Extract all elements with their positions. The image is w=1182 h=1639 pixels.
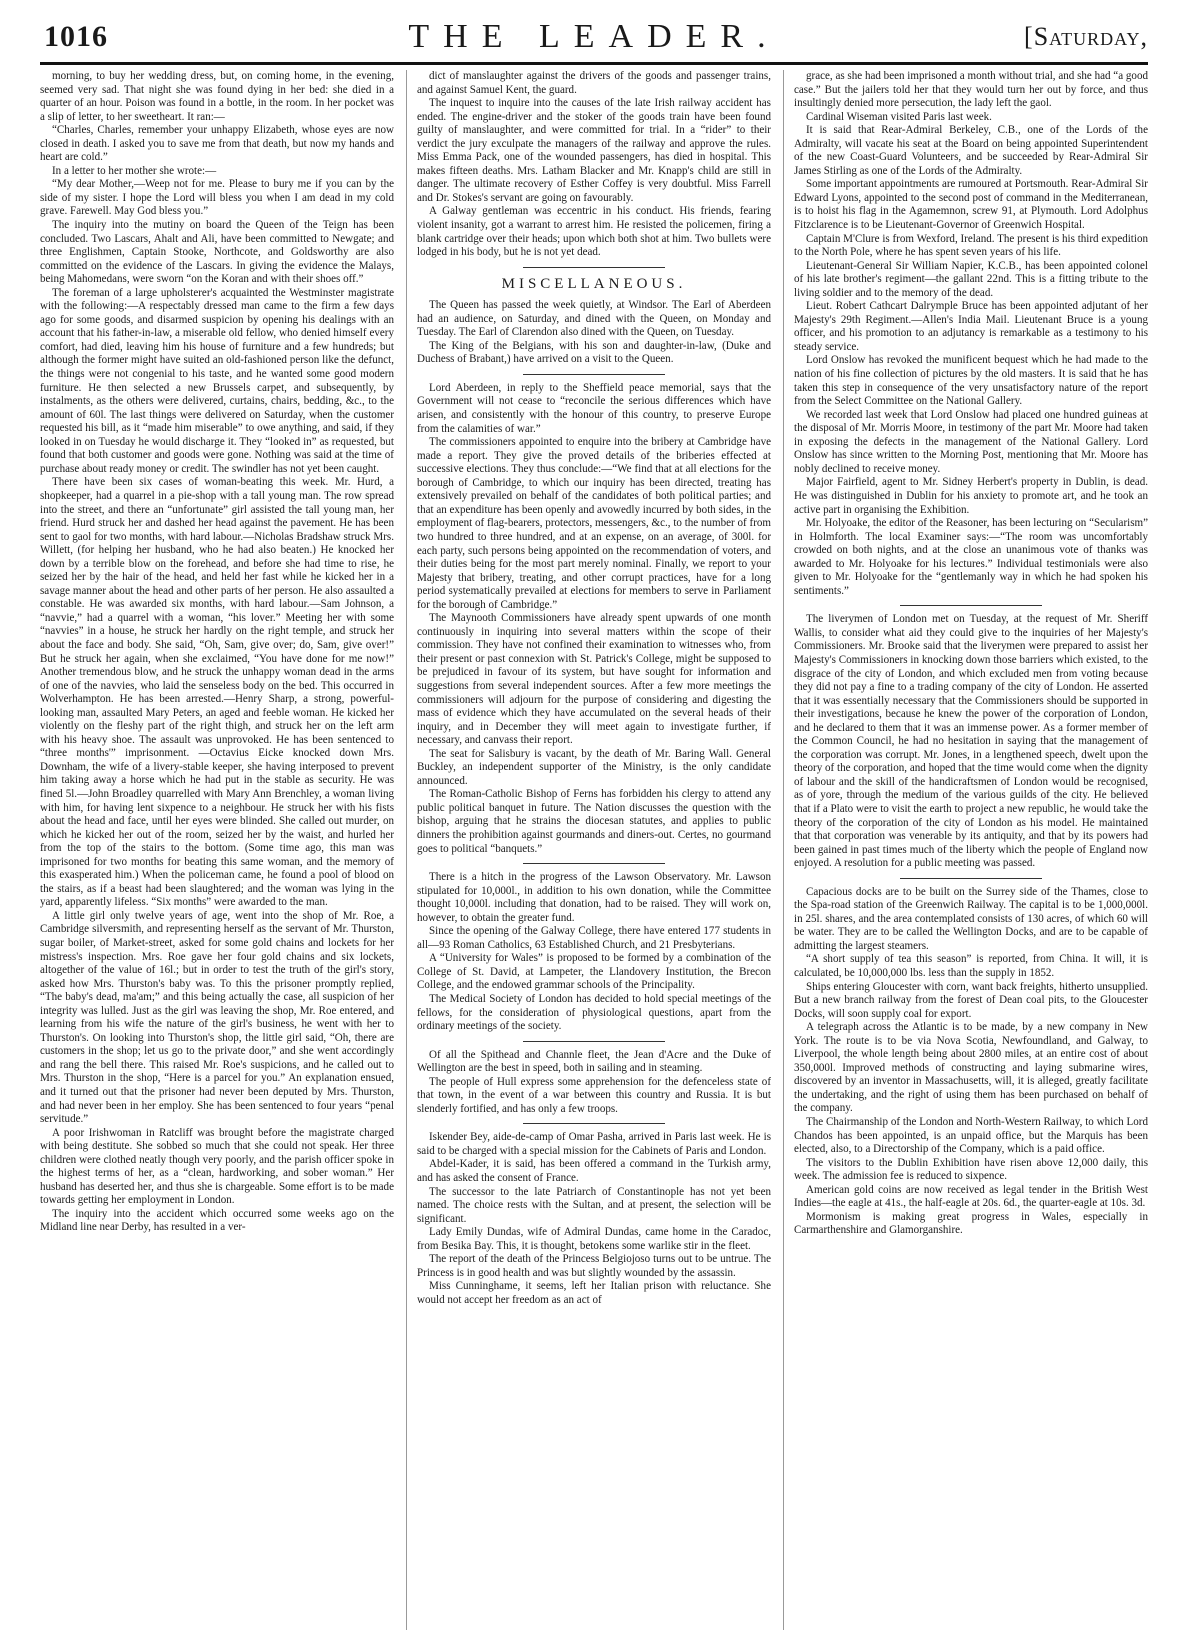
issue-day: [Saturday, xyxy=(1024,22,1148,51)
paragraph: Miss Cunninghame, it seems, left her Italian prison with reluctance. She would not accept her freedom as an act of xyxy=(417,1280,771,1306)
page-number: 1016 xyxy=(44,20,108,53)
paragraph: The successor to the late Patriarch of Constantinople has not yet been named. The choice rests with the Sultan, and at present, the selection will be significant. xyxy=(417,1185,771,1225)
paragraph: Some important appointments are rumoured at Portsmouth. Rear-Admiral Sir Edward Lyons, appointed to the second post of command in the Mediterranean, is to hoist his flag in the Agamemnon, screw 91, at Plymouth. Lord Adolphus Fitzclarence is to be Lieutenant-Governor of Greenwich Hospital. xyxy=(794,178,1148,232)
paragraph: The inquest to inquire into the causes of the late Irish railway accident has ended. The engine-driver and the stoker of the goods train have been found guilty of manslaughter, and were committed for trial. In a “rider” to their verdict the jury exculpate the managers of the railway and approve the rules. Miss Emma Pack, one of the wounded passengers, has died in hospital. This makes fifteen deaths. Mrs. Latham Blacker and Mr. Knapp's child are still in danger. The ultimate recovery of Esther Coffey is very doubtful. Miss Farrell and Dr. Stokes's servant are going on favourably. xyxy=(417,97,771,204)
paragraph: The King of the Belgians, with his son and daughter-in-law, (Duke and Duchess of Brabant,) have arrived on a visit to the Queen. xyxy=(417,339,771,366)
paragraph: Since the opening of the Galway College, there have entered 177 students in all—93 Roman Catholics, 63 Established Church, and 21 Presbyterians. xyxy=(417,925,771,951)
paragraph: A “University for Wales” is proposed to be formed by a combination of the College of St. David, at Lampeter, the Llandovery Institution, the Brecon College, and the endowed grammar schools of the Principality. xyxy=(417,952,771,992)
paragraph: The liverymen of London met on Tuesday, at the request of Mr. Sheriff Wallis, to consider what aid they could give to the inquiries of her Majesty's Commissioners. Mr. Brooke said that the liverymen were prepared to assist her Majesty's Commissioners in knocking down those barriers which existed, to the disgrace of the city of London, and which excluded men from voting because they did not pay a fine to a trading company of the city of London. He asserted that it was essentially necessary that the Commissioners should be supported in their investigations, because he knew the power of the corporation of London, and he declared to them that it was an immense power. As a former member of the Common Council, he had no hesitation in saying that the management of the corporation was corrupt. Mr. Jones, in a lengthened speech, dwelt upon the theory of the corporation, and hoped that the time would come when the dignity of labour and the skill of the handicraftsmen of London would be recognised, as of yore, through the medium of the various guilds of the city. He believed that if a Plato were to visit the earth to project a new republic, he would take the theory of the corporation of the city of London as his model. He maintained that that corporation was venerable by its antiquity, and that by its powers had been gained in past times much of the liberty which the people of England now enjoyed. A resolution for a public meeting was passed. xyxy=(794,613,1148,870)
section-divider xyxy=(523,374,665,375)
paragraph: The seat for Salisbury is vacant, by the death of Mr. Baring Wall. General Buckley, an independent supporter of the Ministry, is the only candidate announced. xyxy=(417,747,771,787)
column-right xyxy=(783,70,1148,1630)
paragraph: We recorded last week that Lord Onslow had placed one hundred guineas at the disposal of Mr. Morris Moore, in testimony of the part Mr. Moore had taken in exposing the defects in the management of the National Gallery. Lord Onslow has since written to the Morning Post, mentioning that Mr. Moore has nobly declined to receive money. xyxy=(794,408,1148,475)
paragraph: The visitors to the Dublin Exhibition have risen above 12,000 daily, this week. The admission fee is reduced to sixpence. xyxy=(794,1156,1148,1183)
paragraph: Ships entering Gloucester with corn, want back freights, hitherto unsupplied. But a new branch railway from the forest of Dean coal pits, to the Gloucester Docks, will soon supply coal for export. xyxy=(794,980,1148,1020)
paragraph: The Chairmanship of the London and North-Western Railway, to which Lord Chandos has been appointed, is an unpaid office, but the Marquis has been elected, also, to a Directorship of the Company, which is a paid office. xyxy=(794,1116,1148,1156)
section-heading-miscellaneous: MISCELLANEOUS. xyxy=(501,275,687,292)
paragraph: Lord Onslow has revoked the munificent bequest which he had made to the nation of his fine collection of pictures by the old masters. It is said that he has taken this step in consequence of the very unsatisfactory nature of the report from the Select Committee on the National Gallery. xyxy=(794,354,1148,408)
paragraph: The Roman-Catholic Bishop of Ferns has forbidden his clergy to attend any public political banquet in future. The Nation discusses the question with the bishop, arguing that he strains the diocesan statutes, and applies to public dinners the prohibition against gourmands and diners-out. Certes, no gourmand goes to political “banquets.” xyxy=(417,788,771,855)
paragraph: The Queen has passed the week quietly, at Windsor. The Earl of Aberdeen had an audience, on Saturday, and dined with the Queen, on Monday and Tuesday. The Earl of Clarendon also dined with the Queen, on Tuesday. xyxy=(417,299,771,339)
paragraph: The foreman of a large upholsterer's acquainted the Westminster magistrate with the following:—A respectably dressed man came to the firm a few days ago for some goods, and disarmed suspicion by opening his dealings with an account that his father-in-law, a miserable old fellow, who denied himself every comfort, had died, leaving him his house of furniture and a few hundreds; but although the former might have suited an old-fashioned person like the defunct, the things were not congenial to his taste, and he wanted some good modern furniture. He then selected a new Brussels carpet, and subsequently, by instalments, as the others were delivered, curtains, chairs, bedding, &c., to the amount of 60l. The last things were delivered on Saturday, when the customer requested his bill, as it “made him miserable” to owe anything, and said, if they looked in on Tuesday he would discharge it. They “looked in” as requested, but found that both customer and goods were gone. Nothing was said at the time of purchase about ready money or credit. The swindler has not yet been caught. xyxy=(40,286,394,475)
paragraph: dict of manslaughter against the drivers of the goods and passenger trains, and against Samuel Kent, the guard. xyxy=(417,70,771,96)
column-middle xyxy=(406,70,771,1630)
paragraph: “My dear Mother,—Weep not for me. Please to bury me if you can by the side of my sister. I hope the Lord will bless you when I am dead in my cold grave. Farewell. May God bless you.” xyxy=(40,178,394,218)
paragraph: morning, to buy her wedding dress, but, on coming home, in the evening, seemed very sad. That night she was found dying in her bed: she died in a quarter of an hour. Poison was found in a bottle, in the room. In her pocket was a slip of letter, to her sweetheart. It ran:— xyxy=(40,70,394,123)
paragraph: Lord Aberdeen, in reply to the Sheffield peace memorial, says that the Government will not cease to “reconcile the serious differences which have arisen, and consistently with the honour of this country, to preserve Europe from the calamities of war.” xyxy=(417,381,771,435)
paragraph: grace, as she had been imprisoned a month without trial, and she had “a good case.” But the jailers told her that they would turn her out by force, and thus insultingly denied more persecution, the lady left the gaol. xyxy=(794,70,1148,110)
paragraph: Cardinal Wiseman visited Paris last week. xyxy=(806,110,992,123)
article-columns xyxy=(40,70,1148,1630)
paragraph: The inquiry into the accident which occurred some weeks ago on the Midland line near Derby, has resulted in a ver- xyxy=(40,1207,394,1234)
paragraph: The Medical Society of London has decided to hold special meetings of the fellows, for the consideration of physiological questions, apart from the ordinary meetings of the society. xyxy=(417,993,771,1033)
paragraph: Major Fairfield, agent to Mr. Sidney Herbert's property in Dublin, is dead. He was distinguished in Dublin for his anxiety to promote art, and he took an active part in organising the Exhibition. xyxy=(794,476,1148,516)
paragraph: Lieut. Robert Cathcart Dalrymple Bruce has been appointed adjutant of her Majesty's 29th Regiment.—Allen's India Mail. Lieutenant Bruce is a young officer, and his promotion to an adjutancy is remarkable as a testimony to his steady service. xyxy=(794,300,1148,353)
paragraph: It is said that Rear-Admiral Berkeley, C.B., one of the Lords of the Admiralty, will vacate his seat at the Board on being appointed Superintendent of the new Coast-Guard Volunteers, and be succeeded by Rear-Admiral Sir James Stirling as one of the Lords of the Admiralty. xyxy=(794,124,1148,177)
paragraph: Of all the Spithead and Channle fleet, the Jean d'Acre and the Duke of Wellington are the best in speed, both in sailing and in steaming. xyxy=(417,1048,771,1075)
paragraph: The Maynooth Commissioners have already spent upwards of one month continuously in inquiring into several matters within the scope of their commission. They have not confined their examination to witnesses who, from their present or past connexion with St. Patrick's College, might be supposed to be prejudiced in favour of its system, but have sought for information and suggestions from several independent sources. After a few more meetings the commissioners will adjourn for the purpose of considering and digesting the mass of evidence which they have accumulated on the several heads of their inquiry, and in December they will meet again to investigate further, if necessary, and canvass their report. xyxy=(417,612,771,747)
paragraph: Lieutenant-General Sir William Napier, K.C.B., has been appointed colonel of his late brother's regiment—the gallant 22nd. This is a fitting tribute to the living soldier and to the memory of the dead. xyxy=(794,259,1148,299)
newspaper-title: THE LEADER. xyxy=(408,18,780,55)
paragraph: A poor Irishwoman in Ratcliff was brought before the magistrate charged with being destitute. She sobbed so much that she could not speak. Her three children were clothed neatly though very poorly, and the parish officer spoke in the highest terms of her, as a “clean, hardworking, and sober woman.” Her husband has deserted her, and thus she is chargeable. Some effort is to be made towards getting her employment in London. xyxy=(40,1126,394,1207)
paragraph: The inquiry into the mutiny on board the Queen of the Teign has been concluded. Two Lascars, Ahalt and Ali, have been committed to Newgate; and three Englishmen, Captain Stooke, Northcote, and Goldsworthy are also committed on the evidence of the Lascars. In giving the evidence the Malays, being Mahomedans, were sworn “on the Koran and with their shoes off.” xyxy=(40,219,394,286)
column-left xyxy=(40,70,394,1630)
paragraph: There is a hitch in the progress of the Lawson Observatory. Mr. Lawson stipulated for 10,000l., in addition to his own donation, while the Committee thought 10,000l. including that donation, had to be raised. They will work on, however, to obtain the greater fund. xyxy=(417,871,771,924)
section-divider xyxy=(900,605,1042,606)
paragraph: There have been six cases of woman-beating this week. Mr. Hurd, a shopkeeper, had a quarrel in a pie-shop with a tall young man. The row spread into the street, and there an “unfortunate” girl assisted the tall young man, her friend. Hurd struck her and dashed her head against the pavement. He has been sent to gaol for two months, with hard labour.—Nicholas Bradshaw struck Mrs. Willett, (for helping her husband, who he had also beaten.) He knocked her down by a terrible blow on the forehead, and before she had time to rise, he seized her by the hair of the head, and held her fast while he kicked her in a savage manner about the head and other parts of her person. He also assaulted a constable. He was awarded six months, with hard labour.—Sam Johnson, a “navvie,” had a quarrel with a woman, “his lover.” Meeting her with some “navvies” in a house, he struck her hardly on the right temple, and struck her about the face and body. She said, “Oh, Sam, give over; do, Sam, give over!” But he struck her again, when she exclaimed, “You have done for me now!” Another tremendous blow, and he struck the unhappy woman dead in the arms of one of the navvies, who laid the senseless body on the bed. This occurred in Wolverhampton. He has been arrested.—Henry Sharp, a strong, powerful-looking man, assaulted Mary Peters, an aged and feeble woman. He kicked her violently on the fleshy part of the right thigh, and struck her on the left arm with his heavy shoe. The assault was unprovoked. He has been sentenced to “three months'” imprisonment. —Octavius Eicke knocked down Mrs. Downham, the wife of a livery-stable keeper, she having interposed to prevent him taking away a horse which he had put in the stable as security. He was fined 5l.—John Broadley quarrelled with Mary Ann Brenchley, a woman living with him, for having lent sixpence to a neighbour. He struck her with his fists about the head and face, until her eyes were blinded. She called out murder, on which he kicked her out of the room, seized her by the waist, and hurled her from the top of the stairs to the bottom. (Some time ago, this man was imprisoned for two months for beating this same woman, and the memory of this exasperated him.) When the policeman came, he found a pool of blood on the stairs, as if a beast had been slaughtered; and the woman was lying in the yard, apparently lifeless. “Six months” were awarded to the man. xyxy=(40,476,394,909)
section-divider xyxy=(523,1041,665,1042)
paragraph: In a letter to her mother she wrote:— xyxy=(52,164,217,177)
paragraph: Iskender Bey, aide-de-camp of Omar Pasha, arrived in Paris last week. He is said to be charged with a special mission for the Cabinets of Paris and London. xyxy=(417,1131,771,1157)
section-divider xyxy=(523,863,665,864)
section-divider xyxy=(523,267,665,268)
paragraph: Abdel-Kader, it is said, has been offered a command in the Turkish army, and has asked the consent of France. xyxy=(417,1158,771,1185)
paragraph: Mr. Holyoake, the editor of the Reasoner, has been lecturing on “Secularism” in Holmforth. The local Examiner says:—“The room was uncomfortably crowded on both nights, and at the close an unanimous vote of thanks was awarded to Mr. Holyoake for his lectures.” Individual testimonials were also given to Mr. Holyoake for the “gentlemanly way in which he had spoken his sentiments.” xyxy=(794,517,1148,597)
paragraph: Mormonism is making great progress in Wales, especially in Carmarthenshire and Glamorganshire. xyxy=(794,1210,1148,1237)
paragraph: The report of the death of the Princess Belgiojoso turns out to be untrue. The Princess is in good health and was but slightly wounded by the assassin. xyxy=(417,1253,771,1279)
paragraph: A little girl only twelve years of age, went into the shop of Mr. Roe, a Cambridge silversmith, and representing herself as the servant of Mr. Thurston, sugar boiler, of Market-street, asked for some gold chains and lockets for her mistress's inspection. Mrs. Roe gave her four gold chains and six lockets, altogether of the value of 16l.; but in order to test the truth of the girl's story, asked how Mrs. Thurston's baby was. To this the prisoner promptly replied, “The baby's dead, ma'am;” and this being actually the case, all suspicion of her integrity was lulled. Just as the girl was leaving the shop, Mr. Roe entered, and learning from his wife the nature of the girl's business, he went with her to Thurston's. On looking into Thurston's shop, the little girl said, “Oh, there are customers in the shop; let us go to the private door,” and she went accordingly and rang the bell there. This raised Mr. Roe's suspicions, and he called out to Mrs. Thurston in the shop, “Here is a parcel for you.” An explanation ensued, and it turned out that the prisoner had never been deputed by Mrs. Thurston, and had never been in her employ. She has been sentenced to four years “penal servitude.” xyxy=(40,909,394,1126)
section-divider xyxy=(523,1123,665,1124)
paragraph: Lady Emily Dundas, wife of Admiral Dundas, came home in the Caradoc, from Besika Bay. This, it is thought, betokens some warlike stir in the fleet. xyxy=(417,1226,771,1252)
section-divider xyxy=(900,878,1042,879)
paragraph: Capacious docks are to be built on the Surrey side of the Thames, close to the Spa-road station of the Greenwich Railway. The capital is to be 1,000,000l. in 25l. shares, and the area contemplated consists of 130 acres, of which 60 will be water. They are to be called the Wellington Docks, and are to be capable of admitting the largest steamers. xyxy=(794,885,1148,952)
paragraph: The commissioners appointed to enquire into the bribery at Cambridge have made a report. They give the proved details of the briberies effected at successive elections. They thus conclude:—“We find that at all elections for the borough of Cambridge, to which our inquiry has been directed, treating has extensively prevailed on behalf of the candidates of both political parties; and that an expenditure has been openly and avowedly incurred by both sides, in the employment of flag-bearers, protectors, messengers, &c., to the number of from two hundred to three hundred, and at an expense, on an average, of 300l. for each party, such persons being appointed on the recommendation of voters, and their duties being for the most part merely nominal. Finally, we report to your Majesty that bribery, treating, and other corrupt practices, have for a long period systematically prevailed at elections for members to serve in Parliament for the borough of Cambridge.” xyxy=(417,436,771,611)
paragraph: “A short supply of tea this season” is reported, from China. It will, it is calculated, be 10,000,000 lbs. less than the supply in 1852. xyxy=(794,953,1148,979)
paragraph: American gold coins are now received as legal tender in the British West Indies—the eagle at 41s., the half-eagle at 20s. 6d., the quarter-eagle at 10s. 3d. xyxy=(794,1183,1148,1210)
paragraph: A telegraph across the Atlantic is to be made, by a new company in New York. The route is to be via Nova Scotia, Newfoundland, and Galway, to Liverpool, the whole length being about 2800 miles, at an entire cost of about 350,000l. Improved methods of constructing and laying submarine wires, discovered by an inventor in Massachusetts, will, it is alleged, greatly facilitate the undertaking, and the right of using them has been purchased on behalf of the company. xyxy=(794,1021,1148,1115)
paragraph: “Charles, Charles, remember your unhappy Elizabeth, whose eyes are now closed in death. I asked you to save me from that death, but now my hands and heart are cold.” xyxy=(40,124,394,164)
paragraph: The people of Hull express some apprehension for the defenceless state of that town, in the event of a war between this country and Russia. It is but slenderly fortified, and has only a few troops. xyxy=(417,1075,771,1115)
page-header xyxy=(40,14,1148,65)
paragraph: A Galway gentleman was eccentric in his conduct. His friends, fearing violent insanity, got a warrant to arrest him. He resisted the policemen, firing a blank cartridge over their heads; upon which both shot at him. Two bullets were lodged in his body, but he is not yet dead. xyxy=(417,205,771,259)
paragraph: Captain M'Clure is from Wexford, Ireland. The present is his third expedition to the North Pole, where he has spent seven years of his life. xyxy=(794,232,1148,259)
